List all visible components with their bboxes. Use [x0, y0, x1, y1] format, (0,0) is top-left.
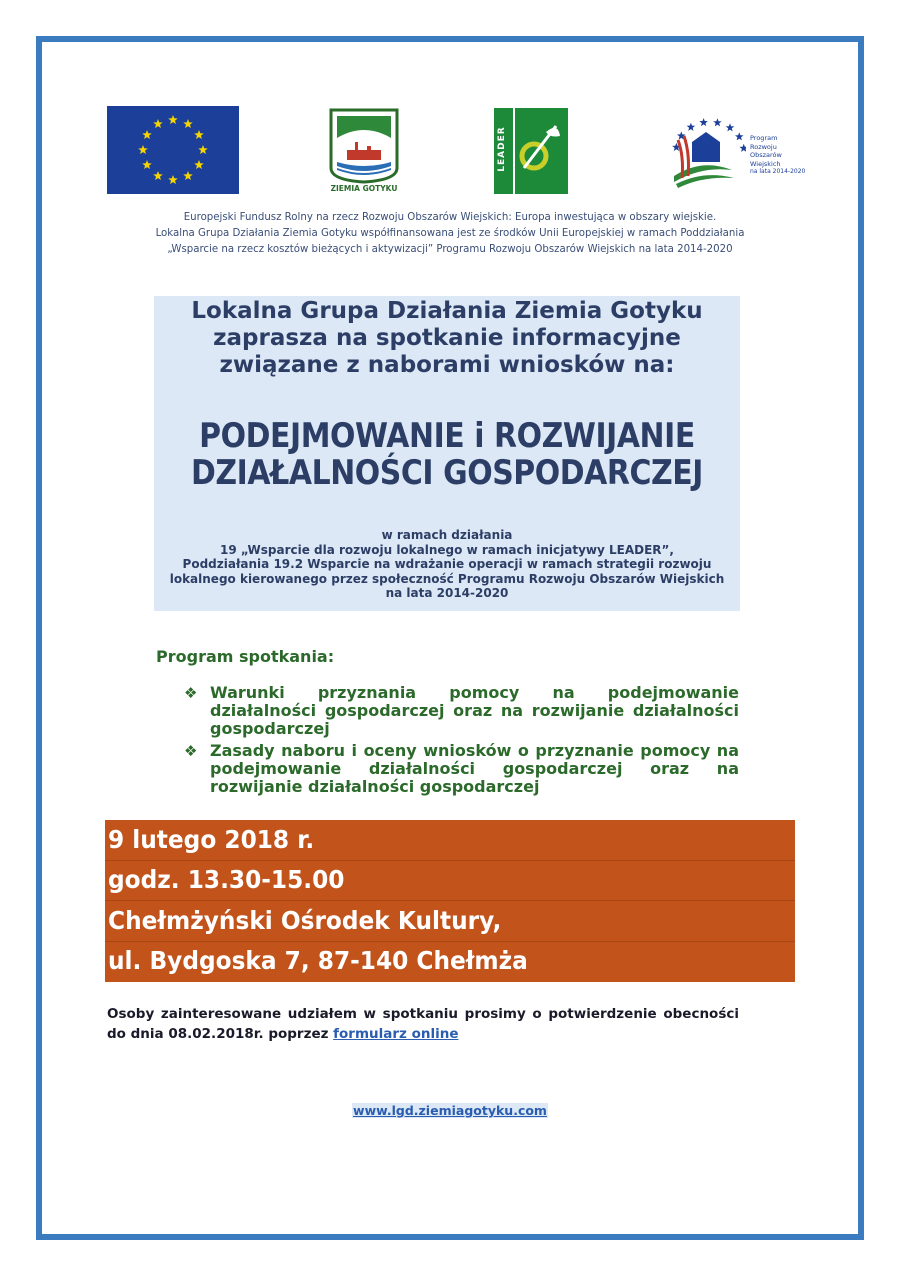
- eu-stars-icon: [107, 106, 239, 194]
- funding-line: „Wsparcie na rzecz kosztów bieżących i aktywizacji” Programu Rozwoju Obszarów Wiejskich na lata 2014-2020: [167, 244, 733, 255]
- eu-star-icon: [142, 130, 152, 139]
- event-address: ul. Bydgoska 7, 87-140 Chełmża: [108, 946, 528, 975]
- confirmation-note: [107, 1004, 739, 1044]
- eu-star-icon: [153, 171, 163, 180]
- invitation-title-line: DZIAŁALNOŚCI GOSPODARCZEJ: [191, 453, 703, 493]
- prow-star-icon: [687, 123, 696, 131]
- prow-star-icon: [699, 118, 708, 126]
- invitation-title-line: PODEJMOWANIE i ROZWIJANIE: [199, 416, 695, 456]
- invitation-box: [154, 296, 740, 611]
- program-item-text: Warunki przyznania pomocy na podejmowanie działalności gospodarczej oraz na rozwijanie działalności gospodarczej: [210, 683, 739, 738]
- program-item-text: Zasady naboru i oceny wniosków o przyznanie pomocy na podejmowanie działalności gospodarczej oraz na rozwijanie działalności gospodarczej: [210, 741, 739, 796]
- confirmation-line: Osoby zainteresowane udziałem w spotkaniu prosimy o potwierdzenie obecności: [107, 1006, 739, 1022]
- diamond-bullet-icon: ❖: [184, 684, 198, 702]
- invitation-detail-line: na lata 2014-2020: [385, 586, 509, 600]
- invitation-heading-line: Lokalna Grupa Działania Ziemia Gotyku: [191, 298, 703, 324]
- ziemia-gotyku-logo-text: ZIEMIA GOTYKU: [330, 184, 398, 193]
- invitation-detail-line: w ramach działania: [381, 528, 513, 542]
- eu-star-icon: [183, 119, 193, 128]
- eu-star-icon: [198, 145, 208, 154]
- prow-text-line: Wiejskich: [750, 159, 781, 168]
- prow-logo: [662, 112, 806, 190]
- confirmation-line: [107, 1024, 739, 1044]
- event-date: 9 lutego 2018 r.: [108, 825, 315, 854]
- prow-text-line: Program: [750, 134, 778, 142]
- event-divider: [105, 900, 795, 901]
- prow-logo-text: [750, 134, 805, 177]
- event-place: Chełmżyński Ośrodek Kultury,: [108, 906, 502, 935]
- event-time: godz. 13.30-15.00: [108, 865, 345, 894]
- eu-star-icon: [183, 171, 193, 180]
- invitation-heading: [154, 298, 740, 379]
- ziemia-gotyku-logo: [327, 108, 401, 196]
- prow-text-line: Obszarów: [750, 151, 782, 159]
- invitation-heading-line: zaprasza na spotkanie informacyjne: [213, 325, 681, 351]
- event-divider: [105, 941, 795, 942]
- invitation-title: [189, 418, 705, 492]
- confirmation-deadline: 08.02.2018r.: [168, 1026, 264, 1042]
- confirmation-mid: poprzez: [263, 1026, 334, 1042]
- invitation-details: [154, 528, 740, 601]
- website-link[interactable]: www.lgd.ziemiagotyku.com: [353, 1103, 547, 1118]
- prow-star-icon: [726, 123, 735, 131]
- prow-emblem-icon: [662, 112, 746, 190]
- website-footer: [0, 1103, 900, 1118]
- prow-text-line: na lata 2014-2020: [750, 168, 806, 175]
- funding-statement: [100, 210, 800, 258]
- invitation-detail-line: 19 „Wsparcie dla rozwoju lokalnego w ramach inicjatywy LEADER”,: [220, 542, 674, 557]
- funding-line: Europejski Fundusz Rolny na rzecz Rozwoju Obszarów Wiejskich: Europa inwestująca w obszary wiejskie.: [183, 212, 717, 223]
- leader-logo: [494, 108, 568, 194]
- prow-star-icon: [739, 144, 746, 152]
- leader-logo-text: LEADER: [497, 126, 507, 172]
- eu-star-icon: [168, 115, 178, 124]
- invitation-heading-line: związane z naborami wniosków na:: [219, 352, 675, 378]
- funding-line: Lokalna Grupa Działania Ziemia Gotyku współfinansowana jest ze środków Unii Europejskiej w ramach Poddziałania: [155, 228, 745, 239]
- diamond-bullet-icon: ❖: [184, 742, 198, 760]
- prow-text-line: Rozwoju: [750, 142, 777, 151]
- program-item: [184, 742, 739, 796]
- invitation-detail-line: Poddziałania 19.2 Wsparcie na wdrażanie operacji w ramach strategii rozwoju: [182, 557, 712, 571]
- eu-star-icon: [142, 160, 152, 169]
- invitation-detail-line: lokalnego kierowanego przez społeczność Programu Rozwoju Obszarów Wiejskich: [169, 571, 725, 586]
- eu-star-icon: [194, 130, 204, 139]
- eu-star-icon: [168, 175, 178, 184]
- prow-star-icon: [713, 118, 722, 126]
- eu-star-icon: [138, 145, 148, 154]
- confirmation-prefix: do dnia: [107, 1026, 169, 1042]
- eu-star-icon: [194, 160, 204, 169]
- prow-star-icon: [735, 132, 744, 140]
- event-info-box: [105, 820, 795, 982]
- leader-leaf-icon: [494, 108, 568, 194]
- program-item: [184, 684, 739, 738]
- program-label: Program spotkania:: [156, 647, 335, 666]
- castle-emblem-icon: [327, 108, 401, 196]
- eu-flag-logo: [107, 106, 239, 194]
- event-divider: [105, 860, 795, 861]
- online-form-link[interactable]: formularz online: [333, 1026, 459, 1042]
- eu-star-icon: [153, 119, 163, 128]
